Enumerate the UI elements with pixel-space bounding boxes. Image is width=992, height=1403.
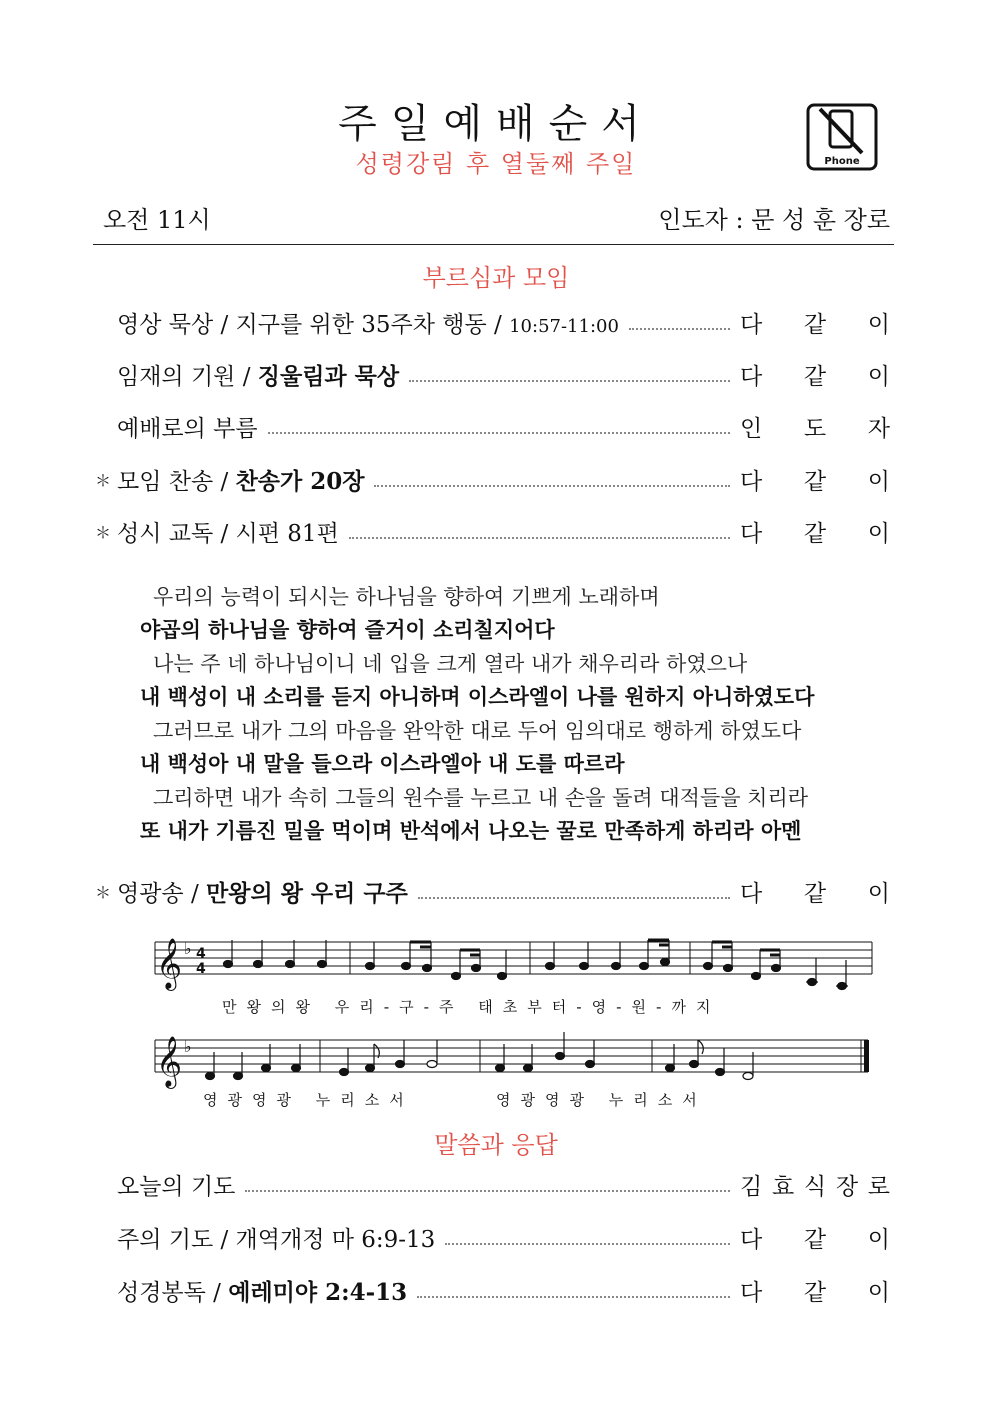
order-item: 영광송 / 만왕의 왕 우리 구주 — [117, 879, 408, 907]
order-responsible: 다 같 이 — [740, 363, 890, 390]
treble-clef-icon: 𝄞 — [156, 938, 183, 989]
psalm-response-line: 내 백성이 내 소리를 듣지 아니하며 이스라엘이 나를 원하지 아니하였도다 — [140, 685, 815, 709]
time-signature-bottom: 4 — [196, 961, 206, 977]
psalm-response-line: 야곱의 하나님을 향하여 즐거이 소리칠지어다 — [140, 618, 555, 642]
psalm-lead-line: 나는 주 네 하나님이니 네 입을 크게 열라 내가 채우리라 하였으나 — [153, 652, 748, 676]
psalm-lead-line: 그리하면 내가 속히 그들의 원수를 누르고 내 손을 돌려 대적들을 치리라 — [153, 786, 809, 810]
leader-dots — [268, 418, 730, 434]
service-time: 오전 11시 — [103, 206, 211, 234]
time-signature-top: 4 — [196, 946, 206, 962]
order-row — [95, 1164, 890, 1204]
order-responsible: 다 같 이 — [740, 311, 890, 338]
leader-dots — [418, 883, 730, 899]
page-title: 주일예배순서 — [338, 101, 654, 147]
order-responsible: 김 효 식 장 로 — [740, 1173, 890, 1200]
standing-mark: ＊ — [95, 882, 112, 902]
page-subtitle: 성령강림 후 열둘째 주일 — [355, 150, 637, 178]
order-responsible: 인 도 자 — [740, 415, 890, 442]
score-lyrics-line-2a: 영광영광 누리소서 — [203, 1091, 414, 1109]
order-item: 영상 묵상 / 지구를 위한 35주차 행동 / 10:57-11:00 — [117, 311, 619, 338]
order-item: 성경봉독 / 예레미야 2:4-13 — [117, 1278, 408, 1306]
order-responsible: 다 같 이 — [740, 468, 890, 495]
order-row — [95, 1217, 890, 1257]
order-item: 오늘의 기도 — [117, 1173, 236, 1200]
leader-dots — [245, 1176, 730, 1192]
flat-icon: ♭ — [184, 1037, 192, 1056]
leader-dots — [445, 1229, 730, 1245]
leader-dots — [417, 1282, 730, 1298]
flat-icon: ♭ — [184, 939, 192, 958]
leader-dots — [629, 314, 730, 330]
order-row — [95, 459, 890, 499]
section-word: 말씀과 응답 — [434, 1131, 558, 1159]
score-lyrics-line-1: 만왕의왕 우리-구-주 태초부터-영-원-까지 — [222, 998, 721, 1016]
order-item: 임재의 기원 / 징울림과 묵상 — [117, 362, 400, 390]
order-row — [95, 406, 890, 446]
order-row — [95, 354, 890, 394]
leader-dots — [409, 366, 730, 382]
order-responsible: 다 같 이 — [740, 1279, 890, 1306]
standing-mark: ＊ — [95, 470, 112, 490]
score-lyrics-line-2b: 영광영광 누리소서 — [496, 1091, 707, 1109]
notes-line-1 — [224, 940, 849, 990]
phone-label: Phone — [824, 156, 860, 167]
standing-mark: ＊ — [95, 522, 112, 542]
order-item: 예배로의 부름 — [117, 415, 258, 442]
service-leader: 인도자 : 문 성 훈 장로 — [658, 206, 890, 234]
order-row — [95, 871, 890, 911]
psalm-response-line: 내 백성아 내 말을 들으라 이스라엘아 내 도를 따르라 — [140, 752, 625, 776]
divider — [93, 244, 894, 245]
leader-dots — [349, 523, 730, 539]
no-phone-icon — [806, 103, 878, 171]
psalm-lead-line: 그러므로 내가 그의 마음을 완악한 대로 두어 임의대로 행하게 하였도다 — [153, 719, 802, 743]
order-row — [95, 302, 890, 342]
order-responsible: 다 같 이 — [740, 1226, 890, 1253]
section-gathering: 부르심과 모임 — [422, 264, 570, 292]
order-responsible: 다 같 이 — [740, 520, 890, 547]
treble-clef-icon: 𝄞 — [156, 1036, 183, 1087]
order-item: 모임 찬송 / 찬송가 20장 — [117, 467, 365, 495]
order-item: 성시 교독 / 시편 81편 — [117, 520, 339, 547]
psalm-lead-line: 우리의 능력이 되시는 하나님을 향하여 기쁘게 노래하며 — [153, 585, 660, 609]
order-row — [95, 1270, 890, 1310]
leader-dots — [374, 471, 730, 487]
psalm-response-line: 또 내가 기름진 밀을 먹이며 반석에서 나오는 꿀로 만족하게 하리라 아멘 — [140, 819, 802, 843]
order-row — [95, 511, 890, 551]
order-responsible: 다 같 이 — [740, 880, 890, 907]
order-item: 주의 기도 / 개역개정 마 6:9-13 — [117, 1226, 436, 1253]
